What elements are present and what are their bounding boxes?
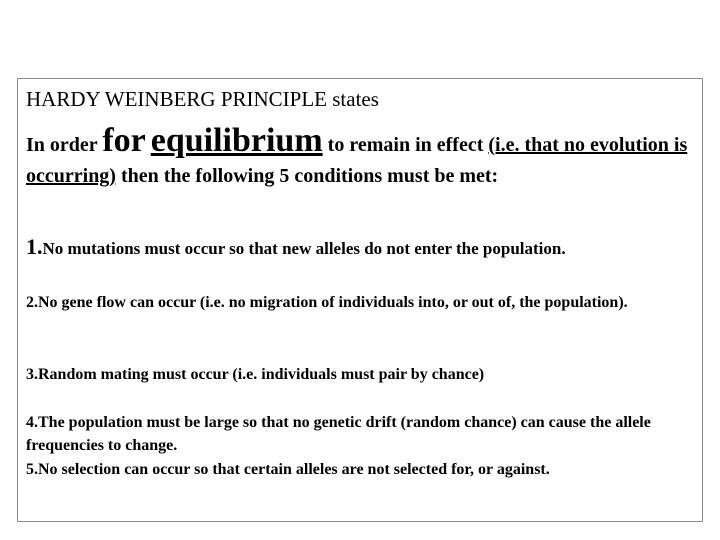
condition-3-text: Random mating must occur (i.e. individuals must pair by chance) xyxy=(38,366,485,383)
condition-1 xyxy=(26,234,696,260)
condition-2-text: No gene flow can occur (i.e. no migration of individuals into, or out of, the population). xyxy=(38,294,628,311)
intro-remain: to remain in effect xyxy=(322,134,489,156)
condition-4 xyxy=(26,411,694,457)
condition-3 xyxy=(26,363,694,386)
condition-3-number: 3. xyxy=(26,366,38,383)
condition-5-number: 5. xyxy=(26,461,38,478)
intro-ie-clause: (i.e. that no evolution is occurring) xyxy=(26,134,688,187)
intro-paragraph xyxy=(26,122,696,192)
slide-content-box xyxy=(17,78,703,522)
condition-5-text: No selection can occur so that certain alleles are not selected for, or against. xyxy=(38,461,550,478)
intro-for: for xyxy=(102,122,146,159)
condition-5 xyxy=(26,458,694,481)
condition-2-number: 2. xyxy=(26,294,38,311)
condition-4-text: The population must be large so that no genetic drift (random chance) can cause the allele frequencies to change. xyxy=(26,414,651,454)
condition-1-text: No mutations must occur so that new alleles do not enter the population. xyxy=(42,239,566,258)
intro-equilibrium: equilibrium xyxy=(150,122,323,159)
slide-title: HARDY WEINBERG PRINCIPLE states xyxy=(26,87,379,111)
intro-in-order: In order xyxy=(26,134,103,156)
condition-4-number: 4. xyxy=(26,414,38,431)
condition-1-number: 1. xyxy=(26,234,43,259)
condition-2 xyxy=(26,291,694,314)
intro-then: then the following 5 conditions must be met: xyxy=(115,165,499,187)
